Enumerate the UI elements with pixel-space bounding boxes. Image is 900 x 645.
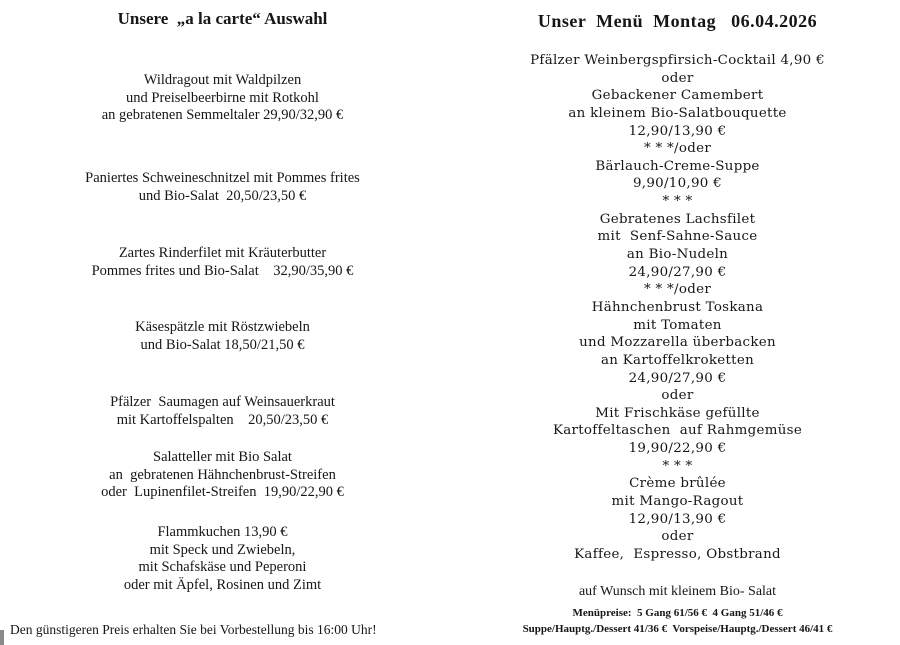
dish-line: Zartes Rinderfilet mit Kräuterbutter xyxy=(118,245,327,261)
dish-line: an gebratenen Semmeltaler 29,90/32,90 € xyxy=(101,107,344,123)
daily-menu-heading: Unser Menü Montag 06.04.2026 xyxy=(537,11,818,31)
dish-rinderfilet xyxy=(0,245,445,280)
dish-line: Salatteller mit Bio Salat xyxy=(153,449,292,465)
menu-line: Hähnchenbrust Toskana xyxy=(591,299,764,315)
menu-line: mit Senf-Sahne-Sauce xyxy=(597,229,758,245)
daily-menu-lines xyxy=(455,52,900,564)
preorder-footer: Den günstigeren Preis erhalten Sie bei Vorbestellung bis 16:00 Uhr! xyxy=(10,622,377,637)
dish-line: Wildragout mit Waldpilzen xyxy=(143,72,302,88)
menu-line: oder xyxy=(661,388,694,404)
menu-line: Gebratenes Lachsfilet xyxy=(599,211,756,227)
dish-line: oder Lupinenfilet-Streifen 19,90/22,90 € xyxy=(101,484,344,500)
menu-line: 24,90/27,90 € xyxy=(628,370,727,386)
menu-line: 24,90/27,90 € xyxy=(628,264,727,280)
menu-line: 9,90/10,90 € xyxy=(632,176,723,192)
dish-line: mit Speck und Zwiebeln, xyxy=(149,541,296,558)
menu-line: * * */oder xyxy=(643,282,712,298)
dish-line: Paniertes Schweineschnitzel mit Pommes frites xyxy=(85,170,360,186)
combo-prices: Suppe/Hauptg./Dessert 41/36 € Vorspeise/Hauptg./Dessert 46/41 € xyxy=(522,623,833,635)
dish-line: Pommes frites und Bio-Salat 32,90/35,90 € xyxy=(91,262,354,279)
menu-line: an Bio-Nudeln xyxy=(626,247,729,263)
dish-schweineschnitzel xyxy=(0,170,445,205)
menu-line: 19,90/22,90 € xyxy=(628,441,727,457)
menu-line: Kartoffeltaschen auf Rahmgemüse xyxy=(552,423,803,439)
menu-line: Bärlauch-Creme-Suppe xyxy=(595,158,760,174)
menu-line: und Mozzarella überbacken xyxy=(579,335,776,351)
dish-line: mit Kartoffelspalten 20,50/23,50 € xyxy=(116,411,329,428)
dish-line: an gebratenen Hähnchenbrust-Streifen xyxy=(109,466,336,483)
dish-line: und Bio-Salat 18,50/21,50 € xyxy=(140,336,305,353)
menu-line: an Kartoffelkroketten xyxy=(600,352,755,368)
menu-line: mit Tomaten xyxy=(633,317,722,333)
dish-saumagen xyxy=(0,394,445,429)
menu-line: Kaffee, Espresso, Obstbrand xyxy=(574,546,781,562)
dish-line: oder mit Äpfel, Rosinen und Zimt xyxy=(123,576,322,593)
salad-note: auf Wunsch mit kleinem Bio- Salat xyxy=(578,584,777,599)
menu-line: Pfälzer Weinbergspfirsich-Cocktail 4,90 € xyxy=(530,53,825,68)
dish-line: Pfälzer Saumagen auf Weinsauerkraut xyxy=(110,394,335,410)
a-la-carte-heading: Unsere „a la carte“ Auswahl xyxy=(117,9,328,28)
menu-line: * * */oder xyxy=(643,141,712,157)
dish-flammkuchen xyxy=(0,524,445,594)
menu-line: 12,90/13,90 € xyxy=(628,123,727,139)
menu-line: oder xyxy=(661,70,694,86)
menu-line: 12,90/13,90 € xyxy=(628,511,727,527)
menu-line: Crème brûlée xyxy=(629,476,726,492)
dish-line: und Bio-Salat 20,50/23,50 € xyxy=(138,187,307,204)
menu-line: mit Mango-Ragout xyxy=(611,494,744,510)
menu-line: * * * xyxy=(662,458,693,474)
dish-kaesespaetzle xyxy=(0,319,445,354)
dish-line: Flammkuchen 13,90 € xyxy=(157,524,288,540)
menu-line: * * * xyxy=(662,194,693,210)
dish-line: und Preiselbeerbirne mit Rotkohl xyxy=(126,89,319,106)
menu-prices: Menüpreise: 5 Gang 61/56 € 4 Gang 51/46 € xyxy=(572,607,783,619)
corner-mark xyxy=(0,630,4,645)
menu-line: oder xyxy=(661,529,694,545)
dish-line: mit Schafskäse und Peperoni xyxy=(138,559,307,575)
dish-wildragout xyxy=(0,72,445,125)
dish-salatteller xyxy=(0,449,445,502)
menu-line: an kleinem Bio-Salatbouquette xyxy=(568,105,787,121)
menu-line: Gebackener Camembert xyxy=(591,88,764,104)
dish-line: Käsespätzle mit Röstzwiebeln xyxy=(135,319,310,335)
menu-line: Mit Frischkäse gefüllte xyxy=(595,405,760,421)
